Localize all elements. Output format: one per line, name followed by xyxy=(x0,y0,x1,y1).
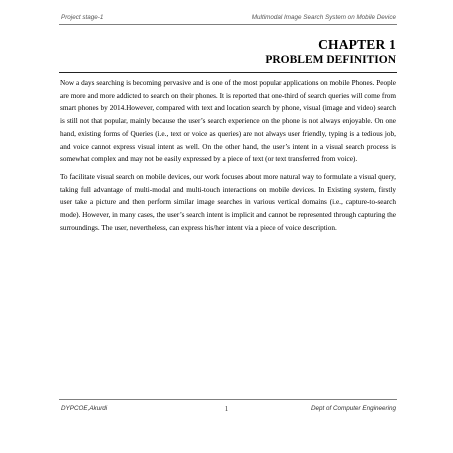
running-header-project-stage: Project stage-1 xyxy=(61,14,104,21)
footer-department: Dept of Computer Engineering xyxy=(310,405,396,412)
chapter-body xyxy=(60,77,396,239)
body-paragraph-1: Now a days searching is becoming pervasive and is one of the most popular applications on mobile Phones. People are more and more addicted to search on their phones. It is reported that one-third of search queries will come from smart phones by 2014.However, compared with text and location search by phone, visual (image and video) search is still not that popular, mainly because the user’s search experience on the phone is not always enjoyable. On one hand, existing forms of Queries (i.e., text or voice as queries) are not always user friendly, typing is a tedious job, and voice cannot express visual intent as well. On the other hand, the user’s intent in a visual search process is somewhat complex and may not be easily expressed by a piece of text (or text transferred from voice). xyxy=(60,79,396,164)
header-divider xyxy=(59,24,397,25)
footer-institution: DYPCOE,Akurdi xyxy=(61,405,108,412)
page-number: 1 xyxy=(224,405,229,413)
chapter-title-heading: PROBLEM DEFINITION xyxy=(265,54,396,66)
footer-divider xyxy=(59,399,397,400)
chapter-title-divider xyxy=(59,72,397,73)
chapter-number-heading: CHAPTER 1 xyxy=(318,37,396,52)
running-header-project-title: Multimodal Image Search System on Mobile Device xyxy=(251,14,396,21)
body-paragraph-2: To facilitate visual search on mobile devices, our work focuses about more natural way to formulate a visual query, taking full advantage of multi-modal and multi-touch interactions on mobile devices. In Existing system, firstly user take a picture and then perform similar image searches in various vertical domains (i.e., capture-to-search mode). However, in many cases, the user’s search intent is implicit and cannot be represented through capturing the surroundings. The user, nevertheless, can express his/her intent via a piece of voice description. xyxy=(60,172,396,232)
